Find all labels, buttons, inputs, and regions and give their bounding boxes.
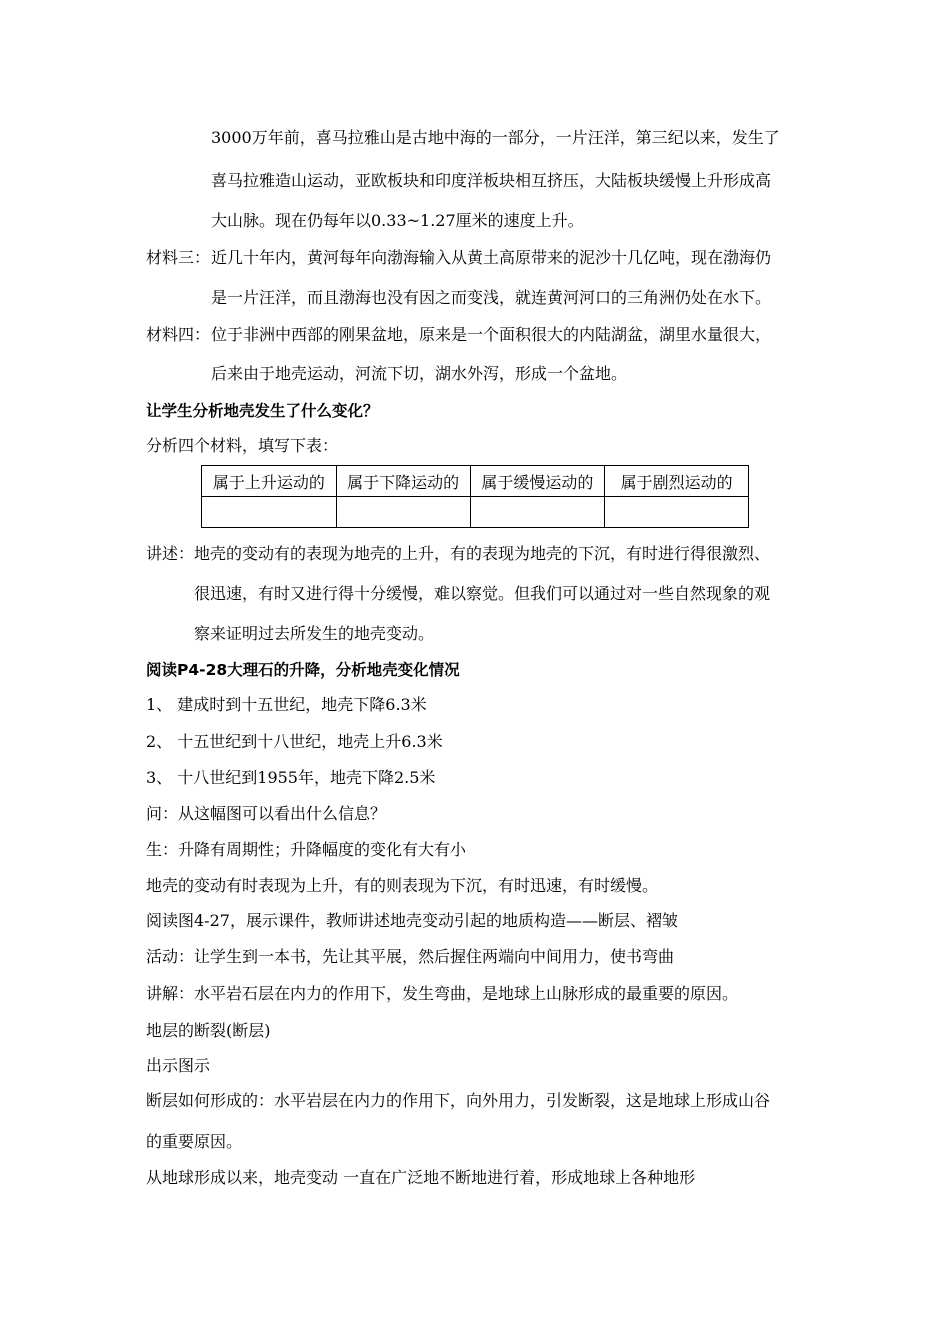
- material-four-line-2: 后来由于地壳运动，河流下切，湖水外泻，形成一个盆地。: [211, 364, 628, 383]
- material-four-label: 材料四：: [146, 325, 211, 344]
- table-cell[interactable]: [470, 497, 605, 528]
- table-cell[interactable]: [605, 497, 749, 528]
- table-header-cell: 属于剧烈运动的: [605, 466, 749, 497]
- body-line: 出示图示: [146, 1056, 211, 1075]
- material-three-line-1: 近几十年内，黄河每年向渤海输入从黄土高原带来的泥沙十几亿吨，现在渤海仍: [211, 248, 772, 267]
- body-line: 地壳的变动有时表现为上升，有的则表现为下沉，有时迅速，有时缓慢。: [146, 876, 659, 895]
- table-header-row: [202, 466, 749, 497]
- table-intro: 分析四个材料，填写下表：: [146, 436, 339, 455]
- lecture-label: 讲述：: [146, 544, 195, 563]
- question-heading: 让学生分析地壳发生了什么变化？: [146, 402, 379, 420]
- body-line: 活动：让学生到一本书，先让其平展，然后握住两端向中间用力，使书弯曲: [146, 947, 675, 966]
- table-row: [202, 497, 749, 528]
- material-four-line-1: 位于非洲中西部的刚果盆地，原来是一个面积很大的内陆湖盆，湖里水量很大，: [211, 325, 772, 344]
- table-cell[interactable]: [336, 497, 470, 528]
- lecture-line-3: 察来证明过去所发生的地壳变动。: [194, 624, 435, 643]
- movement-table: [201, 465, 749, 528]
- list-item: 3、 十八世纪到1955年，地壳下降2.5米: [146, 768, 436, 787]
- body-line: 的重要原因。: [146, 1132, 243, 1151]
- body-line: 生：升降有周期性；升降幅度的变化有大有小: [146, 840, 467, 859]
- body-line: 从地球形成以来，地壳变动 一直在广泛地不断地进行着，形成地球上各种地形: [146, 1168, 696, 1187]
- material-two-line-1: 3000万年前，喜马拉雅山是古地中海的一部分，一片汪洋，第三纪以来，发生了: [211, 128, 780, 147]
- body-line: 地层的断裂(断层): [146, 1021, 271, 1040]
- body-line: 问：从这幅图可以看出什么信息？: [146, 804, 387, 823]
- list-item: 2、 十五世纪到十八世纪，地壳上升6.3米: [146, 732, 443, 751]
- table-header-cell: 属于缓慢运动的: [470, 466, 605, 497]
- body-line: 阅读图4-27，展示课件，教师讲述地壳变动引起的地质构造——断层、褶皱: [146, 911, 678, 930]
- table-cell[interactable]: [202, 497, 337, 528]
- material-three-label: 材料三：: [146, 248, 211, 267]
- lecture-line-2: 很迅速，有时又进行得十分缓慢，难以察觉。但我们可以通过对一些自然现象的观: [194, 584, 771, 603]
- body-line: 断层如何形成的：水平岩层在内力的作用下，向外用力，引发断裂，这是地球上形成山谷: [146, 1091, 771, 1110]
- body-line: 讲解：水平岩石层在内力的作用下，发生弯曲，是地球上山脉形成的最重要的原因。: [146, 984, 739, 1003]
- reading-heading: 阅读P4-28大理石的升降，分析地壳变化情况: [146, 661, 460, 679]
- material-two-line-3: 大山脉。现在仍每年以0.33~1.27厘米的速度上升。: [211, 211, 584, 230]
- list-item: 1、 建成时到十五世纪，地壳下降6.3米: [146, 695, 427, 714]
- lecture-line-1: 地壳的变动有的表现为地壳的上升，有的表现为地壳的下沉，有时进行得很激烈、: [194, 544, 771, 563]
- table-header-cell: 属于上升运动的: [202, 466, 337, 497]
- material-three-line-2: 是一片汪洋，而且渤海也没有因之而变浅，就连黄河河口的三角洲仍处在水下。: [211, 288, 772, 307]
- table-header-cell: 属于下降运动的: [336, 466, 470, 497]
- material-two-line-2: 喜马拉雅造山运动，亚欧板块和印度洋板块相互挤压，大陆板块缓慢上升形成高: [211, 171, 772, 190]
